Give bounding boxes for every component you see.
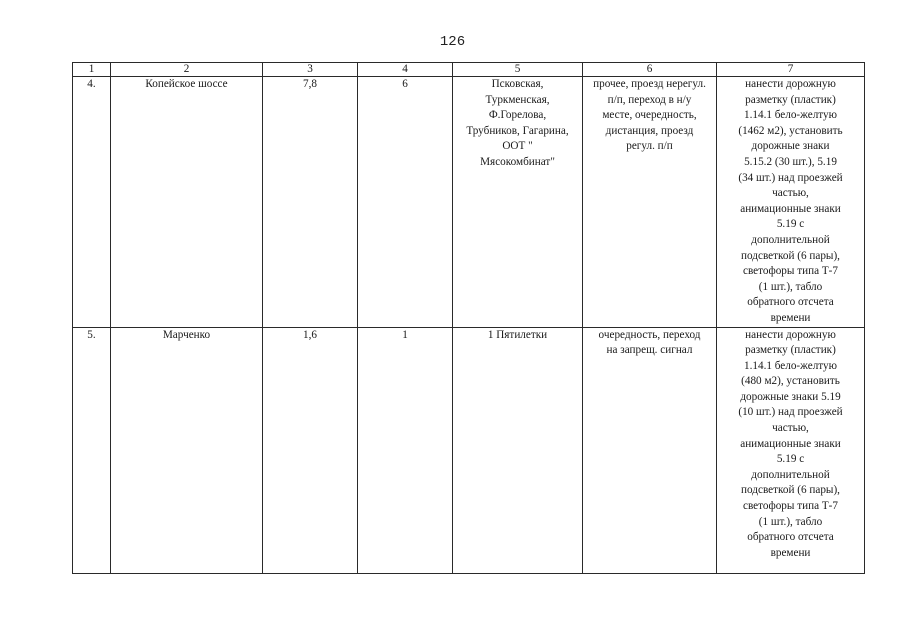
- intersections-cell: Псковская, Туркменская, Ф.Горелова, Трубников, Гагарина, ООТ " Мясокомбинат": [453, 77, 583, 328]
- row-number-cell: 5.: [73, 327, 111, 573]
- length-cell: 1,6: [263, 327, 358, 573]
- column-number-row: [73, 63, 865, 77]
- table-row: [73, 327, 865, 573]
- column-number: 2: [111, 63, 263, 77]
- count-cell: 6: [358, 77, 453, 328]
- street-cell: Марченко: [111, 327, 263, 573]
- row-number-cell: 4.: [73, 77, 111, 328]
- intersections-cell: 1 Пятилетки: [453, 327, 583, 573]
- column-number: 5: [453, 63, 583, 77]
- measures-table: [72, 62, 865, 574]
- column-number: 7: [717, 63, 865, 77]
- violations-cell: очередность, переход на запрещ. сигнал: [583, 327, 717, 573]
- street-cell: Копейское шоссе: [111, 77, 263, 328]
- page-number: 126: [439, 34, 466, 50]
- violations-cell: прочее, проезд нерегул. п/п, переход в н/у месте, очередность, дистанция, проезд регул. п/п: [583, 77, 717, 328]
- measures-cell: нанести дорожную разметку (пластик) 1.14.1 бело-желтую (480 м2), установить дорожные знаки 5.19 (10 шт.) над проезжей частью, анимационные знаки 5.19 с дополнительной подсветкой (6 пары), светофоры типа Т-7 (1 шт.), табло обратного отсчета времени: [717, 327, 865, 573]
- column-number: 1: [73, 63, 111, 77]
- column-number: 3: [263, 63, 358, 77]
- table-row: [73, 77, 865, 328]
- count-cell: 1: [358, 327, 453, 573]
- column-number: 6: [583, 63, 717, 77]
- column-number: 4: [358, 63, 453, 77]
- measures-cell: нанести дорожную разметку (пластик) 1.14.1 бело-желтую (1462 м2), установить дорожные знаки 5.15.2 (30 шт.), 5.19 (34 шт.) над проезжей частью, анимационные знаки 5.19 с дополнительной подсветкой (6 пары), светофоры типа Т-7 (1 шт.), табло обратного отсчета времени: [717, 77, 865, 328]
- length-cell: 7,8: [263, 77, 358, 328]
